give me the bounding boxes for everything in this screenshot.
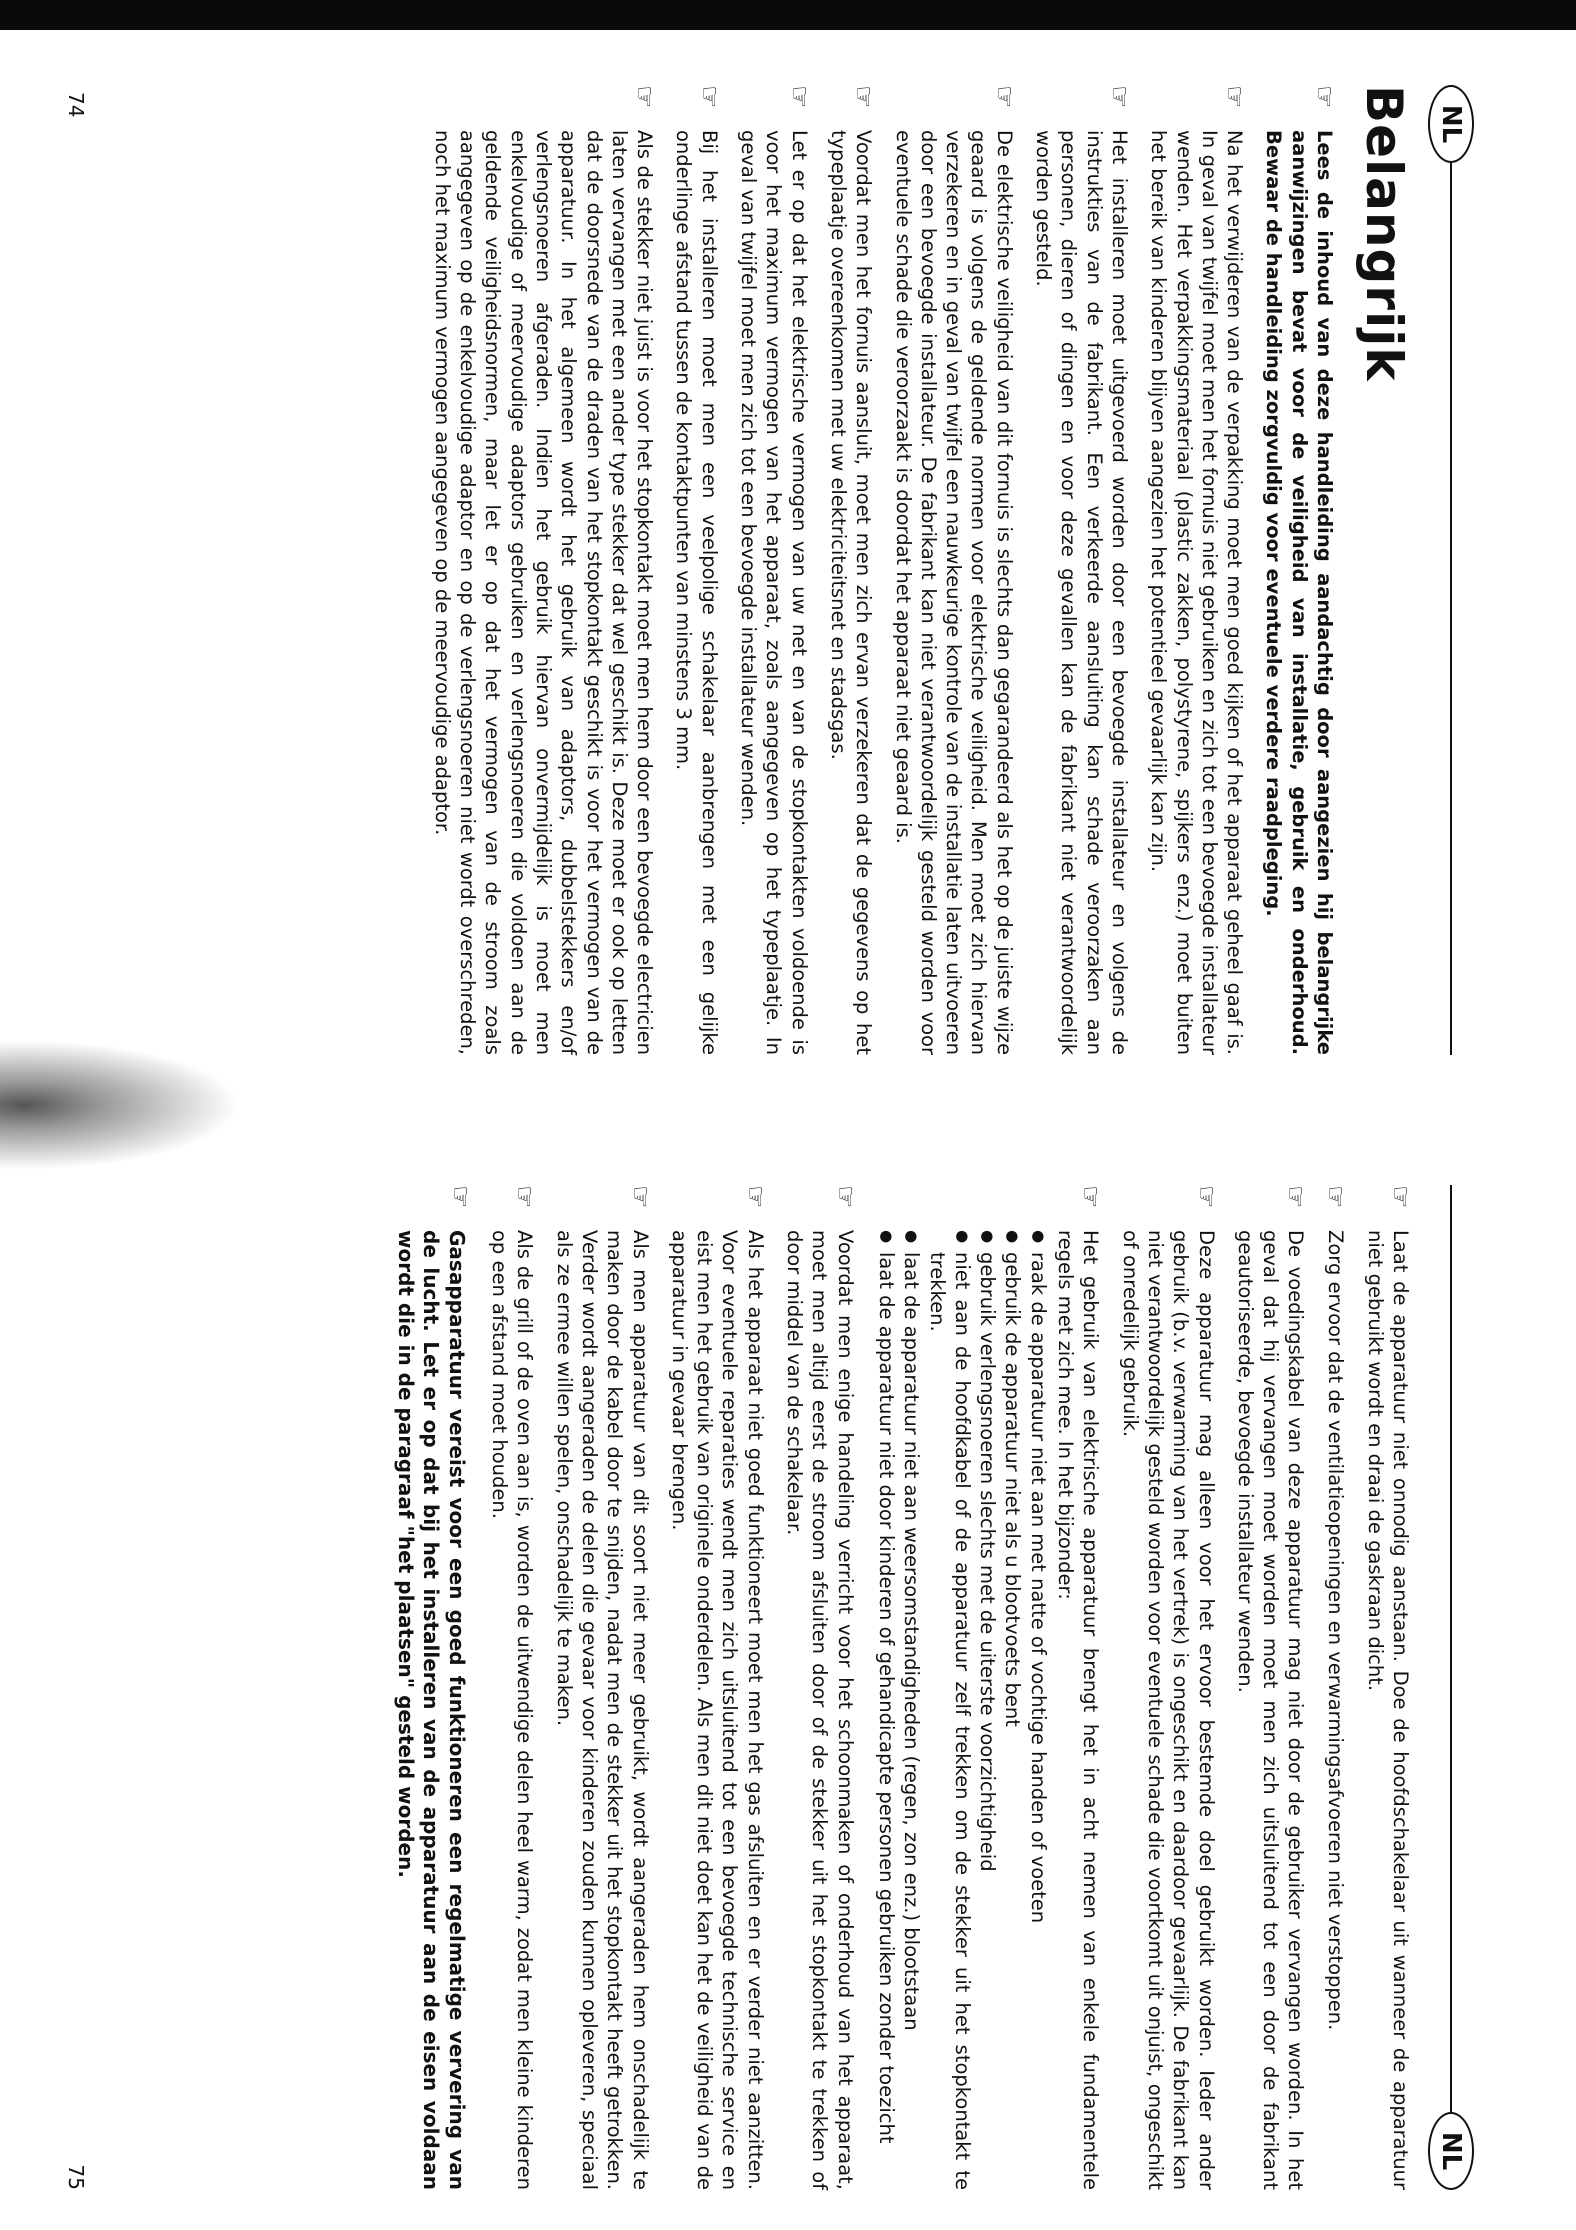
pointing-hand-icon: ☞	[739, 1185, 770, 1209]
list-item	[1233, 1185, 1311, 2190]
list-item	[1146, 85, 1250, 1055]
bullet-item: ● raak de apparatuur niet aan met natte of vochtige handen of voeten	[1025, 1252, 1050, 2190]
pointing-hand-icon: ☞	[693, 85, 724, 109]
left-page	[0, 0, 1576, 1110]
pointing-hand-icon: ☞	[848, 85, 879, 109]
pointing-hand-icon: ☞	[1075, 1185, 1106, 1209]
page-title: Belangrijk	[1355, 85, 1413, 382]
list-item	[1362, 1185, 1415, 2190]
paragraph-text: Voordat men het fornuis aansluit, moet men zich ervan verzekeren dat de gegevens op het typeplaatje overeenkomen met uw elektriciteitsnet en stadsgas.	[826, 130, 876, 1055]
list-item	[1117, 1185, 1221, 2190]
list-item	[551, 1185, 655, 2190]
list-item	[1320, 1185, 1351, 2190]
pointing-hand-icon: ☞	[509, 1185, 540, 1209]
rules-intro: Het gebruik van elektrische apparatuur brengt het in acht nemen van enkele fundamentele regels met zich mee. In het bijzonder:	[1054, 1230, 1103, 2190]
pointing-hand-icon: ☞	[1320, 1185, 1351, 1209]
header-rule-right	[1450, 1185, 1452, 2112]
right-content	[392, 1185, 1413, 2190]
pointing-hand-icon: ☞	[1219, 85, 1250, 109]
list-item	[736, 85, 814, 1055]
pointing-hand-icon: ☞	[988, 85, 1019, 109]
language-badge-left: NL	[1428, 85, 1474, 163]
list-item	[671, 85, 724, 1055]
pointing-hand-icon: ☞	[624, 1185, 655, 1209]
list-item	[487, 1185, 540, 2190]
paragraph-text: De elektrische veiligheid van dit fornuis is slechts dan gegarandeerd als het op de juiste wijze geaard is volgens de geldende normen voor elektrische veiligheid. Men moet zich hiervan verzekeren en in geval van twijfel een nauwkeurige kontrole van de installatie laten uitvoeren door een bevoegde installateur. De fabrikant kan niet verantwoordelijk gesteld worden voor eventuele schade die veroorzaakt is doordat het apparaat niet geaard is.	[891, 130, 1016, 1055]
list-item	[782, 1185, 860, 2190]
paragraph-text: Bij het installeren moet men een veelpolige schakelaar aanbrengen met een gelijke onderlinge afstand tussen de kontaktpunten van minstens 3 mm.	[672, 130, 721, 1055]
list-item	[826, 85, 879, 1055]
bullet-item: ● laat de apparatuur niet aan weersomstandigheden (regen, zon enz.) blootstaan	[899, 1252, 924, 2190]
right-page	[0, 1125, 1576, 2230]
pointing-hand-icon: ☞	[1103, 85, 1134, 109]
paragraph-text	[872, 1230, 1104, 2190]
pointing-hand-icon: ☞	[1190, 1185, 1221, 1209]
paragraph-text: Als men apparatuur van dit soort niet meer gebruikt, wordt aangeraden hem onschadelijk te maken door de kabel door te snijden, nadat men de stekker uit het stopkontakt heeft getrokken. Verder wordt aangeraden de delen die gevaar voor kinderen zouden kunnen opleveren, speciaal als ze ermee willen spelen, onschadelijk te maken.	[552, 1230, 652, 2190]
intro-item	[1261, 85, 1339, 1055]
rules-list	[874, 1230, 1051, 2190]
pointing-hand-icon: ☞	[444, 1185, 475, 1209]
paragraph-text: Na het verwijderen van de verpakking moet men goed kijken of het apparaat geheel gaaf is. In geval van twijfel moet men het fornuis niet gebruiken en zich tot een bevoegde installateur wenden. Het verpakkingsmateriaal (plastic zakken, polystyrene, spijkers enz.) moet buiten het bereik van kinderen blijven aangezien het potentieel gevaarlijk kan zijn.	[1147, 130, 1247, 1055]
list-item	[392, 1185, 475, 2190]
bullet-item: ● niet aan de hoofdkabel of de apparatuur zelf trekken om de stekker uit het stopkontakt te trekken.	[924, 1252, 975, 2190]
paragraph-text: De voedingskabel van deze apparatuur mag niet door de gebruiker vervangen worden. In het geval dat hij vervangen moet worden moet men zich uitsluitend tot een door de fabrikant geautoriseerde, bevoegde installateur wenden.	[1233, 1230, 1308, 2190]
pointing-hand-icon: ☞	[1385, 1185, 1415, 1209]
paragraph-text: Let er op dat het elektrische vermogen van uw net en van de stopkontakten voldoende is voor het maximum vermogen van het apparaat, zoals aangegeven op het typeplaatje. In geval van twijfel moet men zich tot een bevoegde installateur wenden.	[737, 130, 811, 1055]
pointing-hand-icon: ☞	[629, 85, 660, 109]
list-item	[890, 85, 1019, 1055]
paragraph-text: Het installeren moet uitgevoerd worden door een bevoegde installateur en volgens de instrukties van de fabrikant. Een verkeerde aansluiting kan schade veroorzaken aan personen, dieren of dingen en voor deze gevallen kan de fabrikant niet verantwoordelijk worden gesteld.	[1032, 130, 1131, 1055]
paragraph-text: Als het apparaat niet goed funktioneert moet men het gas afsluiten en er verder niet aanzitten. Voor eventuele reparaties wendt men zich uitsluitend tot een bevoegde technische service en eist men het gebruik van originele onderdelen. Als men dit niet doet kan het de veiligheid van de apparatuur in gevaar brengen.	[667, 1230, 767, 2190]
header-rule-left	[1450, 163, 1452, 1055]
paragraph-text: Als de stekker niet juist is voor het stopkontakt moet men hem door een bevoegde electricien laten vervangen met een ander type stekker dat wel geschikt is. Deze moet er ook op letten dat de doorsnede van de draden van het stopkontakt geschikt is voor het vermogen van de apparatuur. In het algemeen wordt het gebruik van adaptors, dubbelstekkers en/of verlengsnoeren afgeraden. Indien het gebruik hiervan onvermijdelijk is moet men enkelvoudige of meervoudige adaptors gebruiken en verlengsnoeren die voldoen aan de geldende veiligheidsnormen, maar let er op dat het vermogen van de stroom zoals aangegeven op de enkelvoudige adaptor en op de verlengsnoeren niet wordt overschreden, noch het maximum vermogen aangegeven op de meervoudige adaptor.	[430, 130, 657, 1055]
list-item	[667, 1185, 770, 2190]
pointing-hand-icon: ☞	[783, 85, 814, 109]
list-item	[872, 1185, 1106, 2190]
pointing-hand-icon: ☞	[1280, 1185, 1311, 1209]
gas-ventilation-note: Gasapparatuur vereist voor een goed funktioneren een regelmatige ververing van de lucht. Let er op dat bij het installeren van de apparatuur aan de eisen voldaan wordt die in de paragraaf "het plaatsen" gesteld worden.	[393, 1230, 469, 2190]
pointing-hand-icon: ☞	[829, 1185, 860, 1209]
list-item	[1031, 85, 1134, 1055]
paragraph-text: Deze apparatuur mag alleen voor het ervoor bestemde doel gebruikt worden. Ieder ander gebruik (b.v. verwarming van het vertrek) is ongeschikt en daardoor gevaarlijk. De fabrikant kan niet verantwoordelijk gesteld worden voor eventuele schade die voortkomt uit onjuist, ongeschikt of onredelijk gebruik.	[1118, 1230, 1218, 2190]
paragraph-text: Voordat men enige handeling verricht voor het schoonmaken of onderhoud van het apparaat, moet men altijd eerst de stroom afsluiten door of de stekker uit het stopkontakt te trekken of door middel van de schakelaar.	[783, 1230, 857, 2190]
bullet-item: ● laat de apparatuur niet door kinderen of gehandicapte personen gebruiken zonder toezicht	[874, 1252, 899, 2190]
pointing-hand-icon: ☞	[1309, 85, 1339, 109]
bullet-item: ● gebruik de apparatuur niet als u blootvoets bent	[1000, 1252, 1025, 2190]
paragraph-text: Laat de apparatuur niet onnodig aanstaan. Doe de hoofdschakelaar uit wanneer de apparatuur niet gebruikt wordt en draai de gaskraan dicht.	[1363, 1230, 1412, 2190]
page-number-left: 74	[64, 92, 88, 118]
paragraph-text: Als de grill of de oven aan is, worden de uitwendige delen heel warm, zodat men kleine kinderen op een afstand moet houden.	[488, 1230, 537, 2190]
bullet-item: ● gebruik verlengsnoeren slechts met de uiterste voorzichtigheid	[975, 1252, 1000, 2190]
left-header	[1421, 85, 1481, 1055]
intro-text: Lees de inhoud van deze handleiding aandachtig door aangezien hij belangrijke aanwijzingen bevat voor de veiligheid van installatie, gebruik en onderhoud. Bewaar de handleiding zorgvuldig voor eventuele verdere raadpleging.	[1262, 130, 1336, 1055]
list-item	[430, 85, 660, 1055]
right-header	[1421, 1185, 1481, 2190]
language-badge-right: NL	[1428, 2112, 1474, 2190]
page-number-right: 75	[64, 2164, 88, 2190]
paragraph-text: Zorg ervoor dat de ventilatieopeningen en verwarmingsafvoeren niet verstoppen.	[1324, 1230, 1348, 2031]
